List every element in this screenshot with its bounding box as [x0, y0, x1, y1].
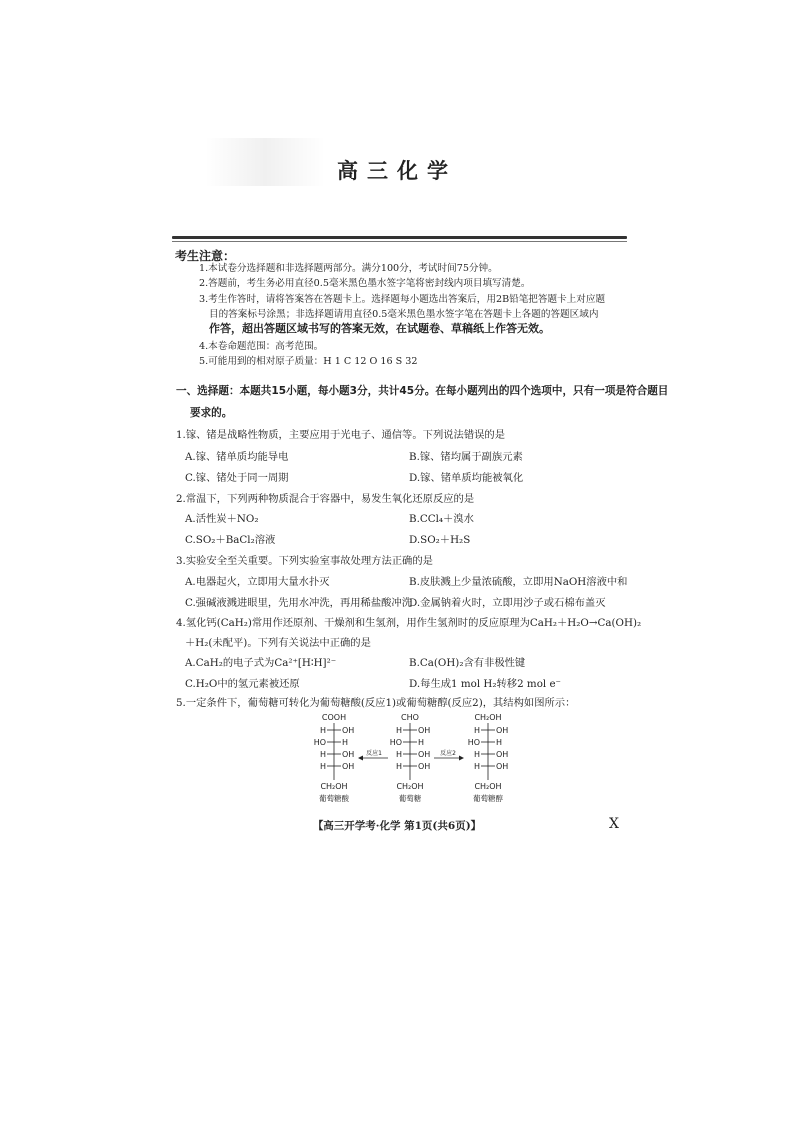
- question-3-option-c: C.强碱液溅进眼里，先用水冲洗，再用稀盐酸冲洗: [185, 597, 413, 609]
- notice-line-2: 2.答题前，考生务必用直径0.5毫米黑色墨水签字笔将密封线内项目填写清楚。: [199, 278, 531, 289]
- svg-text:OH: OH: [342, 762, 355, 771]
- question-3-option-a: A.电器起火，立即用大量水扑灭: [185, 576, 330, 588]
- svg-text:OH: OH: [342, 726, 355, 735]
- page-title: 高三化学: [337, 158, 457, 183]
- svg-text:H: H: [319, 750, 326, 759]
- section-heading: 一、选择题：本题共15小题，每小题3分，共计45分。在每小题列出的四个选项中，只有一项是符合题目: [176, 385, 669, 397]
- svg-text:H: H: [319, 762, 326, 771]
- question-4-option-b: B.Ca(OH)₂含有非极性键: [409, 657, 526, 669]
- svg-text:H: H: [473, 726, 480, 735]
- notice-line-6: 4.本卷命题范围：高考范围。: [199, 341, 324, 352]
- question-2-option-d: D.SO₂＋H₂S: [409, 534, 471, 546]
- question-4-stem: 4.氢化钙(CaH₂)常用作还原剂、干燥剂和生氢剂，用作生氢剂时的反应原理为CaH₂＋H₂O→Ca(OH)₂: [176, 617, 642, 629]
- svg-text:HO: HO: [313, 738, 326, 747]
- question-4-option-a: A.CaH₂的电子式为Ca²⁺[H∶H]²⁻: [185, 657, 337, 669]
- question-4-stem-cont: ＋H₂(未配平)。下列有关说法中正确的是: [185, 637, 371, 649]
- question-2-option-c: C.SO₂＋BaCl₂溶液: [185, 534, 276, 546]
- notice-line-4: 目的答案标号涂黑；非选择题请用直径0.5毫米黑色墨水签字笔在答题卡上各题的答题区域内: [209, 309, 599, 320]
- svg-text:H: H: [473, 750, 480, 759]
- question-4-option-c: C.H₂O中的氢元素被还原: [185, 678, 300, 690]
- glucose-structures-diagram: [290, 712, 530, 808]
- question-5-stem: 5.一定条件下，葡萄糖可转化为葡萄糖酸(反应1)或葡萄糖醇(反应2)，其结构如图所示：: [176, 697, 576, 709]
- header-rule: [172, 236, 627, 239]
- structure-2-name: 葡萄糖: [398, 794, 422, 803]
- svg-text:OH: OH: [496, 750, 509, 759]
- section-heading-cont: 要求的。: [190, 407, 233, 419]
- svg-text:H: H: [395, 750, 402, 759]
- question-1-option-c: C.镓、锗处于同一周期: [185, 472, 289, 484]
- question-2-option-a: A.活性炭＋NO₂: [185, 513, 259, 525]
- header-rule-thin: [172, 241, 627, 242]
- structure-gluconic-acid: [314, 713, 355, 803]
- question-2-stem: 2.常温下，下列两种物质混合于容器中，易发生氧化还原反应的是: [176, 493, 475, 505]
- svg-text:HO: HO: [389, 738, 402, 747]
- reaction-2-arrow: [434, 749, 464, 761]
- structure-1-top: COOH: [321, 713, 347, 722]
- notice-line-5: 作答，超出答题区域书写的答案无效，在试题卷、草稿纸上作答无效。: [209, 322, 550, 335]
- question-1-option-b: B.镓、锗均属于副族元素: [409, 451, 523, 463]
- question-3-option-d: D.金属钠着火时，立即用沙子或石棉布盖灭: [409, 597, 606, 609]
- corner-mark: X: [609, 816, 619, 832]
- svg-text:H: H: [395, 762, 402, 771]
- structure-2-top: CHO: [401, 713, 419, 722]
- svg-text:H: H: [473, 762, 480, 771]
- structure-glucitol: [468, 713, 509, 803]
- structure-2-bottom: CH₂OH: [396, 782, 424, 791]
- question-3-option-b: B.皮肤溅上少量浓硫酸，立即用NaOH溶液中和: [409, 576, 628, 588]
- notice-heading: 考生注意：: [175, 249, 236, 263]
- structure-1-bottom: CH₂OH: [320, 782, 348, 791]
- structure-3-name: 葡萄糖醇: [473, 794, 503, 803]
- reaction-2-label: 反应2: [440, 750, 456, 757]
- svg-text:H: H: [418, 738, 425, 747]
- reaction-1-label: 反应1: [366, 750, 382, 757]
- structure-1-name: 葡萄糖酸: [319, 794, 349, 803]
- notice-line-1: 1.本试卷分选择题和非选择题两部分。满分100分，考试时间75分钟。: [199, 263, 498, 274]
- structure-3-bottom: CH₂OH: [474, 782, 502, 791]
- reaction-1-arrow: [358, 749, 388, 761]
- question-1-option-a: A.镓、锗单质均能导电: [185, 451, 289, 463]
- question-1-option-d: D.镓、锗单质均能被氧化: [409, 472, 524, 484]
- notice-line-3: 3.考生作答时，请将答案答在答题卡上。选择题每小题选出答案后，用2B铅笔把答题卡上对应题: [199, 294, 606, 305]
- structure-glucose: [390, 713, 431, 803]
- question-1-stem: 1.镓、锗是战略性物质，主要应用于光电子、通信等。下列说法错误的是: [176, 429, 506, 441]
- svg-text:HO: HO: [467, 738, 480, 747]
- question-3-stem: 3.实验安全至关重要。下列实验室事故处理方法正确的是: [176, 555, 433, 567]
- svg-text:OH: OH: [496, 726, 509, 735]
- svg-text:H: H: [342, 738, 349, 747]
- svg-text:OH: OH: [496, 762, 509, 771]
- svg-text:OH: OH: [418, 762, 431, 771]
- svg-text:OH: OH: [418, 726, 431, 735]
- svg-text:H: H: [395, 726, 402, 735]
- question-2-option-b: B.CCl₄＋溴水: [409, 513, 474, 525]
- svg-text:OH: OH: [342, 750, 355, 759]
- svg-text:OH: OH: [418, 750, 431, 759]
- structure-3-top: CH₂OH: [474, 713, 502, 722]
- page-footer: 【高三开学考·化学 第1页(共6页)】: [312, 820, 482, 832]
- notice-line-7: 5.可能用到的相对原子质量：H 1 C 12 O 16 S 32: [199, 356, 418, 367]
- svg-text:H: H: [319, 726, 326, 735]
- svg-text:H: H: [496, 738, 503, 747]
- question-4-option-d: D.每生成1 mol H₂转移2 mol e⁻: [409, 678, 561, 690]
